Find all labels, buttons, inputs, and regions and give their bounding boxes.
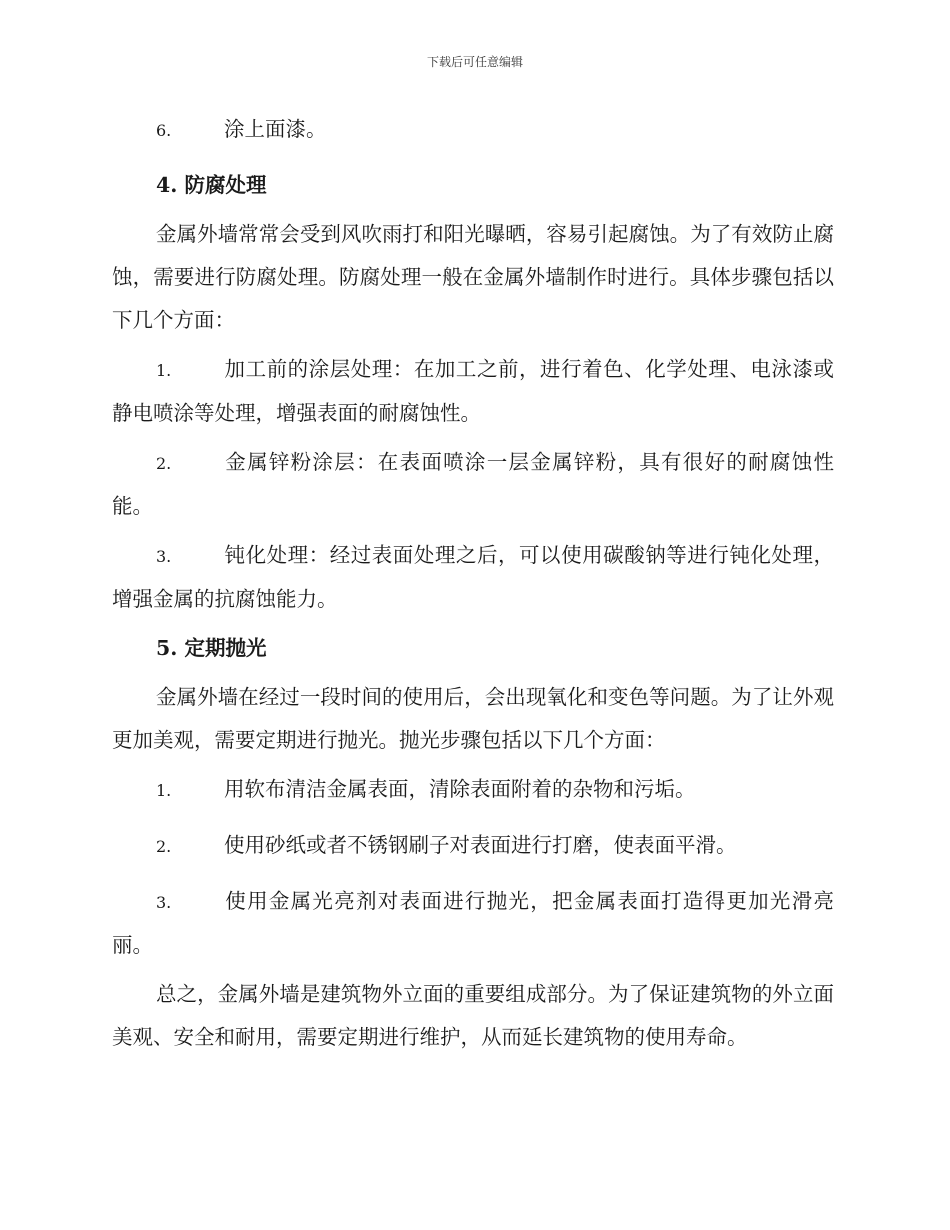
document-body [112,108,834,1065]
list-number: 2. [156,454,172,473]
list-text: 钝化处理：经过表面处理之后，可以使用碳酸钠等进行钝化处理，增强金属的抗腐蚀能力。 [112,543,834,611]
list-item-anticorrosion-2 [112,441,834,528]
list-number: 6. [156,121,172,140]
page-header: 下载后可任意编辑 [426,55,523,69]
list-text: 涂上面漆。 [224,117,327,141]
list-item-polishing-1 [112,768,834,812]
section-heading-polishing: 5. 定期抛光 [156,636,267,660]
list-number: 1. [156,781,172,800]
list-number: 1. [156,361,172,380]
list-item-step-6 [112,108,834,152]
paragraph-anticorrosion-intro: 金属外墙常常会受到风吹雨打和阳光曝晒，容易引起腐蚀。为了有效防止腐蚀，需要进行防腐处理。防腐处理一般在金属外墙制作时进行。具体步骤包括以下几个方面： [112,222,834,332]
list-number: 2. [156,837,172,856]
list-text: 金属锌粉涂层：在表面喷涂一层金属锌粉，具有很好的耐腐蚀性能。 [112,450,834,518]
list-text: 使用砂纸或者不锈钢刷子对表面进行打磨，使表面平滑。 [224,833,737,857]
paragraph-conclusion: 总之，金属外墙是建筑物外立面的重要组成部分。为了保证建筑物的外立面美观、安全和耐用，需要定期进行维护，从而延长建筑物的使用寿命。 [112,982,834,1049]
list-item-polishing-3 [112,880,834,967]
list-item-anticorrosion-1 [112,348,834,435]
list-number: 3. [156,547,172,566]
section-heading-anticorrosion: 4. 防腐处理 [156,173,267,197]
list-item-polishing-2 [112,824,834,868]
list-text: 使用金属光亮剂对表面进行抛光，把金属表面打造得更加光滑亮丽。 [112,889,834,957]
list-text: 加工前的涂层处理：在加工之前，进行着色、化学处理、电泳漆或静电喷涂等处理，增强表面的耐腐蚀性。 [112,357,834,425]
paragraph-polishing-intro: 金属外墙在经过一段时间的使用后，会出现氧化和变色等问题。为了让外观更加美观，需要定期进行抛光。抛光步骤包括以下几个方面： [112,685,834,752]
list-item-anticorrosion-3 [112,534,834,621]
list-text: 用软布清洁金属表面，清除表面附着的杂物和污垢。 [224,777,696,801]
list-number: 3. [156,893,172,912]
